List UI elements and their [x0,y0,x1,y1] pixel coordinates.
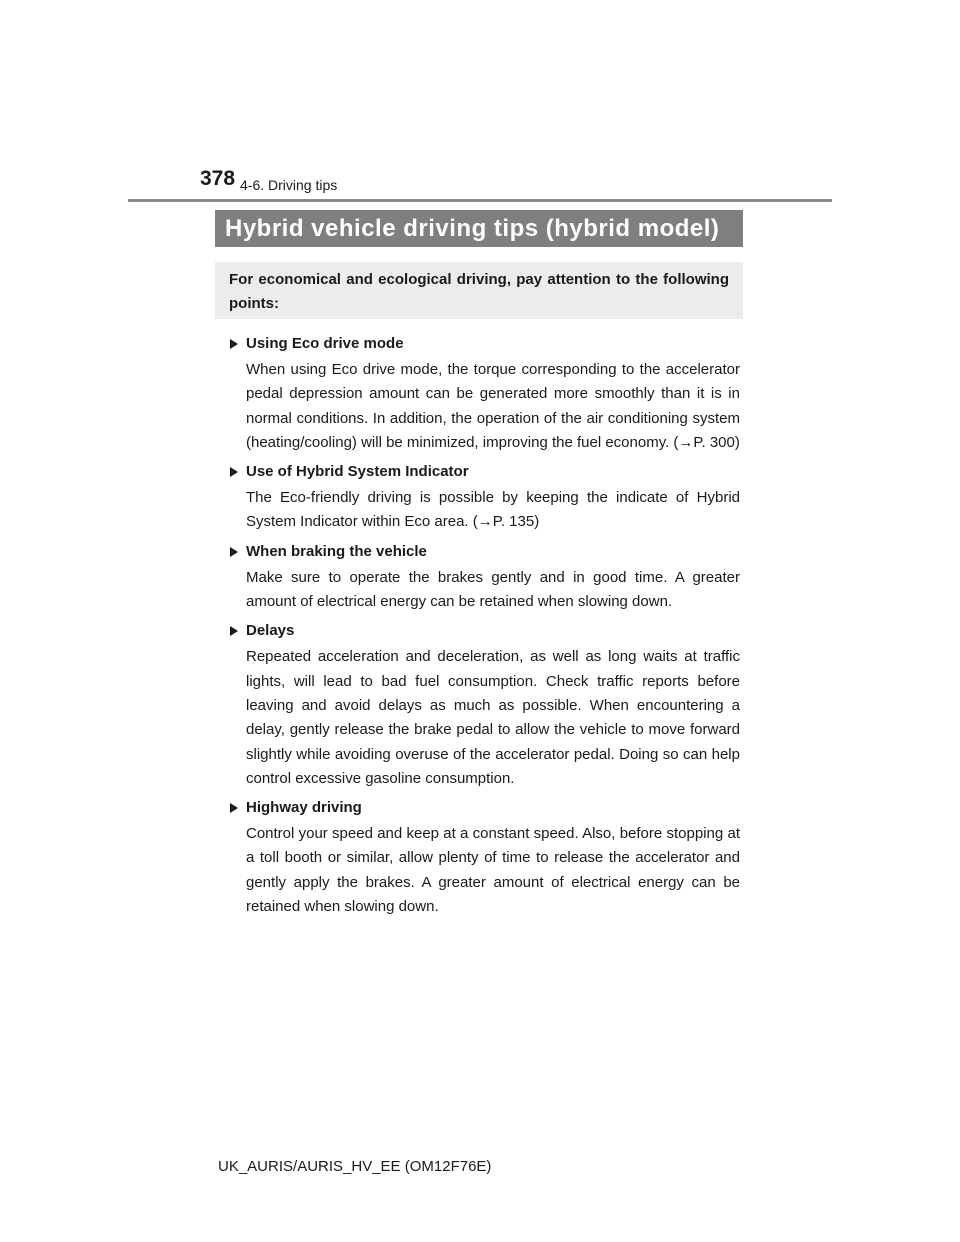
triangle-bullet-icon [230,803,238,813]
tip-delays [230,619,740,791]
tip-body: The Eco-friendly driving is possible by keeping the indicate of Hybrid System Indicator within Eco area. (→P. 135) [246,489,740,531]
triangle-bullet-icon [230,467,238,477]
tip-body: Make sure to operate the brakes gently and in good time. A greater amount of electrical energy can be retained when slowing down. [246,568,740,611]
tip-body: Control your speed and keep at a constant speed. Also, before stopping at a toll booth or similar, allow plenty of time to release the accelerator and gently apply the brakes. A greater amount of electrical energy can be retained when slowing down. [246,825,740,916]
tip-heading [230,540,740,564]
intro-box: For economical and ecological driving, pay attention to the following points: [215,262,743,319]
tips-list [230,332,740,924]
tip-heading [230,460,740,484]
tip-heading-text: Delays [246,622,295,640]
page-number: 378 [200,167,236,190]
triangle-bullet-icon [230,339,238,349]
tip-heading [230,332,740,356]
header-rule [128,199,832,202]
tip-heading-text: Use of Hybrid System Indicator [246,463,469,481]
tip-heading-text: Highway driving [246,799,362,817]
document-code: UK_AURIS/AURIS_HV_EE (OM12F76E) [218,1158,492,1175]
section-label: 4-6. Driving tips [240,177,338,193]
tip-heading-text: When braking the vehicle [246,542,427,560]
tip-braking [230,540,740,615]
triangle-bullet-icon [230,626,238,636]
tip-eco-drive-mode [230,332,740,455]
tip-heading-text: Using Eco drive mode [246,335,404,352]
tip-heading [230,619,740,643]
page-title: Hybrid vehicle driving tips (hybrid model) [225,214,720,242]
title-bar [215,210,743,247]
tip-body: Repeated acceleration and deceleration, as well as long waits at traffic lights, will lead to bad fuel consumption. Check traffic reports before leaving and avoid delays as much as possible. When encountering a delay, gently release the brake pedal to allow the vehicle to move forward slightly while avoiding overuse of the accelerator pedal. Doing so can help control excessive gasoline consumption. [246,648,740,787]
triangle-bullet-icon [230,547,238,557]
tip-body: When using Eco drive mode, the torque corresponding to the accelerator pedal depression amount can be generated more smoothly than it is in normal conditions. In addition, the operation of the air conditioning system (heating/cooling) will be minimized, improving the fuel economy. (→P. 300) [246,361,740,451]
tip-hybrid-system-indicator [230,460,740,535]
tip-highway-driving [230,796,740,919]
tip-heading [230,796,740,820]
